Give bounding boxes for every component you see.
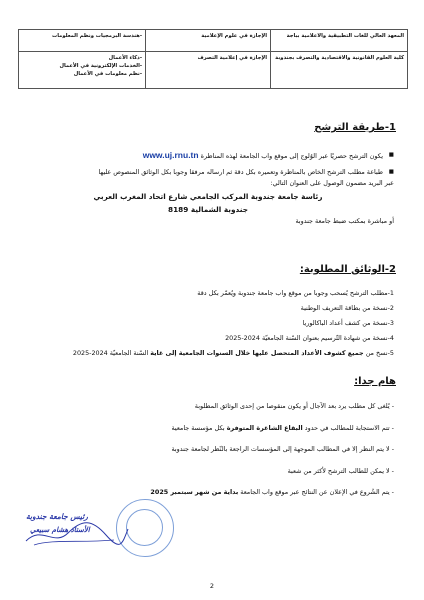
degree-cell: الإجازة في علوم الإعلامية bbox=[146, 30, 271, 52]
document-item: 3-نسخة من كشف أعداد الباكالوريا bbox=[302, 319, 394, 327]
postal-address-line: رئاسة جامعة جندوبة المركب الجامعي شارع اتحاد المغرب العربي bbox=[93, 191, 323, 201]
bullet-paragraph bbox=[22, 150, 394, 163]
important-notes bbox=[22, 396, 394, 504]
university-website-link[interactable]: www.uj.rnu.tn bbox=[142, 150, 199, 160]
office-delivery-text: أو مباشرة بمكتب ضبط جامعة جندوبة bbox=[295, 216, 394, 225]
note-item: - لا يمكن للطالب الترشح لأكثر من شعبة bbox=[287, 466, 394, 475]
mail-instruction-text: عبر البريد مضمون الوصول على العنوان التالي: bbox=[270, 179, 394, 187]
header-row bbox=[19, 52, 408, 89]
emphasis-text: بداية من شهر سبتمبر 2025 bbox=[150, 488, 239, 496]
online-application-text: يكون الترشح حصريًا عبر الوُلوج إلى موقع واب الجامعة لهذه المناظرة bbox=[200, 152, 383, 160]
degree-cell: الإجازة في إعلامية التصرف bbox=[146, 52, 271, 89]
specialty-cell: -هندسة البرمجيات ونظم المعلومات bbox=[19, 30, 146, 52]
mail-instruction-text: طباعة مطلب الترشح الخاص بالمناظرة وتعميره بكل دقة ثم ارساله مرفقا وجوبا بكل الوثائق المنصوص عليها bbox=[98, 167, 383, 176]
section-title-application: 1-طريقة الترشح bbox=[314, 122, 396, 133]
document-item: 2-نسخة من بطاقة التعريف الوطنية bbox=[300, 304, 394, 312]
postal-address-line: جندوبة الشمالية 8189 bbox=[168, 204, 248, 214]
document-item: 4-نسخة من شهادة التّرسيم بعنوان السّنة الجامعيّة 2024-2025 bbox=[225, 334, 394, 342]
emphasis-text: البقاع الشاغرة المتوفرة bbox=[226, 423, 303, 432]
page-number: 2 bbox=[209, 582, 215, 590]
section-title-important: هام جدا: bbox=[354, 376, 396, 387]
note-item: - يُلغى كل مطلب يرد بعد الآجال أو يكون منقوصا من إحدى الوثائق المطلوبة bbox=[194, 402, 394, 410]
specialty-item: -ذكاء الأعمال bbox=[108, 55, 142, 61]
specialty-item: -نظم معلومات في الأعمال bbox=[73, 71, 142, 77]
note-item: - يتم الشُروع في الإعلان عن النتائج عبر موقع واب الجامعة بداية من شهر سبتمبر 2025 bbox=[150, 488, 394, 496]
signatory-title: رئيس جامعة جندوبة bbox=[26, 512, 88, 521]
note-item: - تتم الاستجابة للمطالب في حدود البقاع الشاغرة المتوفرة بكل مؤسسة جامعية bbox=[171, 423, 394, 432]
specialty-item: -الخدمات الإلكترونية في الأعمال bbox=[59, 63, 142, 69]
bullet-paragraph bbox=[22, 167, 394, 179]
signatory-name: الأستاذ هشام سبيعي bbox=[30, 526, 90, 534]
document-item: 1-مطلب الترشح يُسحب وجوبا من موقع واب جامعة جندوبة ويُعمّر بكل دقة bbox=[197, 289, 394, 297]
header-row bbox=[19, 30, 408, 52]
required-documents-list bbox=[22, 286, 394, 361]
note-item: - لا يتم النظر إلا في المطالب الموجهة إلى المؤسسات الراجعة بالنّظر لجامعة جندوبة bbox=[171, 445, 394, 453]
institution-cell: كلية العلوم القانونية والاقتصادية والتصرف بجندوبة bbox=[271, 52, 408, 89]
header-table bbox=[18, 29, 408, 89]
section-title-documents: 2-الوثائق المطلوبة: bbox=[299, 264, 396, 275]
specialty-cell bbox=[19, 52, 146, 89]
application-method bbox=[22, 150, 394, 227]
institution-cell: المعهد العالي للغات التطبيقية والاعلامية بباجة bbox=[271, 30, 408, 52]
document-item: 5-نسخ من جميع كشوف الأعداد المتحصل عليها خلال السنوات الجامعية إلى غاية السّنة الجامعيّة 2024-2025 bbox=[72, 349, 394, 357]
emphasis-text: جميع كشوف الأعداد المتحصل عليها خلال السنوات الجامعية إلى غاية bbox=[150, 349, 364, 357]
